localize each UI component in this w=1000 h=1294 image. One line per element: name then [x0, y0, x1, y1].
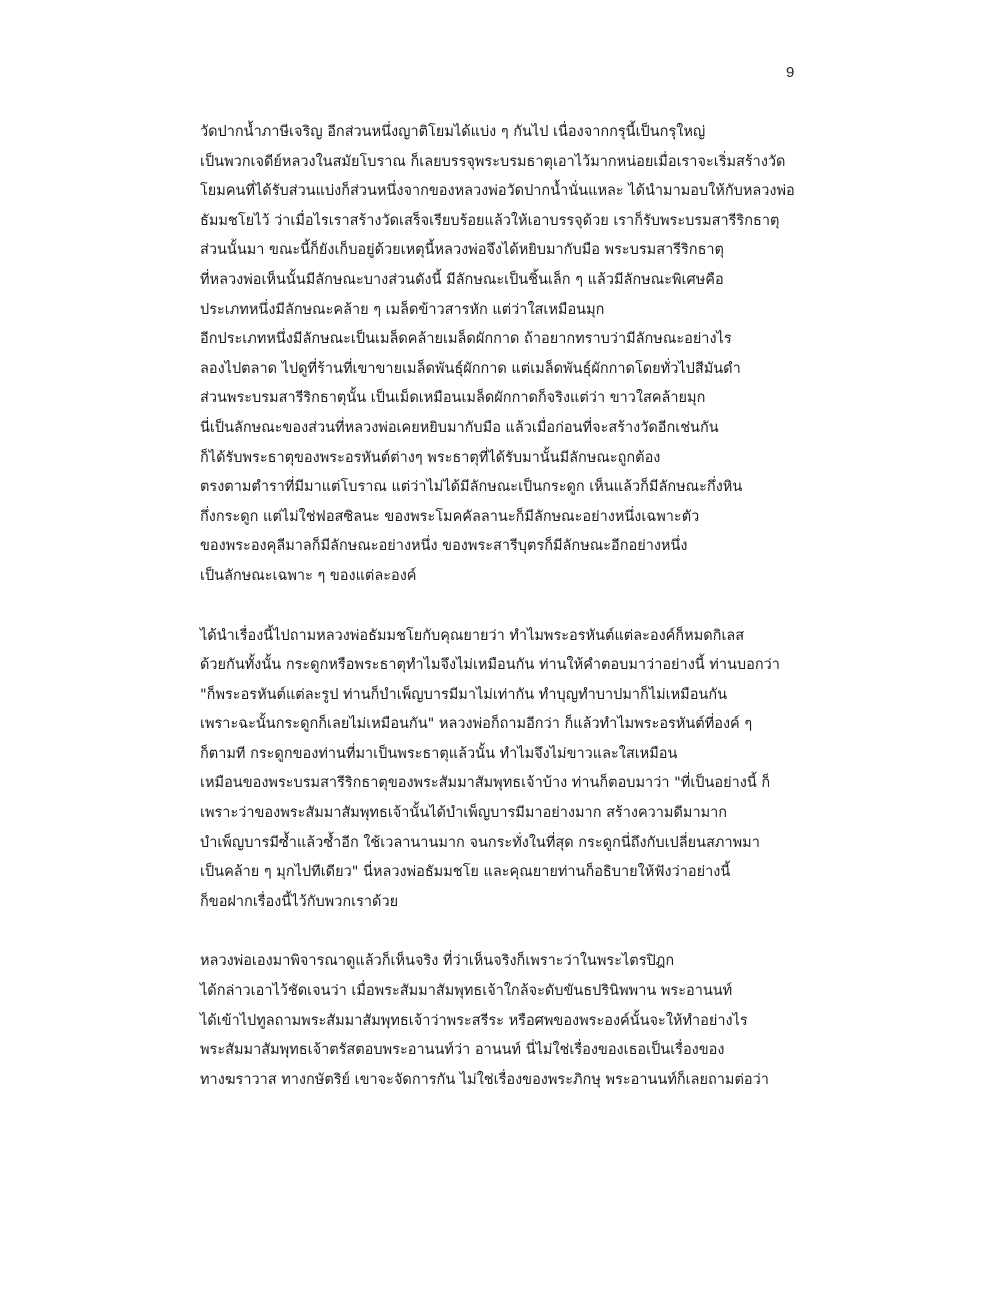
text-line: เป็นลักษณะเฉพาะ ๆ ของแต่ละองค์ — [200, 567, 417, 584]
text-line: โยมคนที่ได้รับส่วนแบ่งก็ส่วนหนึ่งจากของหลวงพ่อวัดปากน้ำนั่นแหละ ได้นำมามอบให้กับหลวงพ่อ — [200, 183, 795, 200]
text-line: ได้กล่าวเอาไว้ชัดเจนว่า เมื่อพระสัมมาสัมพุทธเจ้าใกล้จะดับขันธปรินิพพาน พระอานนท์ — [200, 983, 733, 1000]
text-line: กึ่งกระดูก แต่ไม่ใช่ฟอสซิลนะ ของพระโมคคัลลานะก็มีลักษณะอย่างหนึ่งเฉพาะตัว — [200, 508, 700, 525]
text-line: "ก็พระอรหันต์แต่ละรูป ท่านก็บำเพ็ญบารมีมาไม่เท่ากัน ทำบุญทำบาปมาก็ไม่เหมือนกัน — [200, 686, 728, 703]
text-line: ก็ได้รับพระธาตุของพระอรหันต์ต่างๆ พระธาตุที่ได้รับมานั้นมีลักษณะถูกต้อง — [200, 449, 661, 466]
page-number: 9 — [786, 64, 795, 81]
text-line: พระสัมมาสัมพุทธเจ้าตรัสตอบพระอานนท์ว่า อานนท์ นี่ไม่ใช่เรื่องของเธอเป็นเรื่องของ — [200, 1042, 725, 1059]
paragraph-3 — [200, 947, 840, 1095]
text-line: นี่เป็นลักษณะของส่วนที่หลวงพ่อเคยหยิบมากับมือ แล้วเมื่อก่อนที่จะสร้างวัดอีกเช่นกัน — [200, 419, 719, 436]
text-line: ส่วนนั้นมา ขณะนี้ก็ยังเก็บอยู่ด้วยเหตุนี้หลวงพ่อจึงได้หยิบมากับมือ พระบรมสารีริกธาตุ — [200, 242, 724, 259]
text-line: เพราะฉะนั้นกระดูกก็เลยไม่เหมือนกัน" หลวงพ่อก็ถามอีกว่า ก็แล้วทำไมพระอรหันต์ที่องค์ ๆ — [200, 716, 753, 733]
text-line: บำเพ็ญบารมีซ้ำแล้วซ้ำอีก ใช้เวลานานมาก จนกระทั่งในที่สุด กระดูกนี่ถึงกับเปลี่ยนสภาพมา — [200, 834, 760, 851]
text-line: ที่หลวงพ่อเห็นนั้นมีลักษณะบางส่วนดังนี้ มีลักษณะเป็นชิ้นเล็ก ๆ แล้วมีลักษณะพิเศษคือ — [200, 271, 724, 288]
paragraph-spacer — [200, 917, 840, 947]
paragraph-1 — [200, 118, 840, 592]
text-line: อีกประเภทหนึ่งมีลักษณะเป็นเมล็ดคล้ายเมล็ดผักกาด ถ้าอยากทราบว่ามีลักษณะอย่างไร — [200, 331, 732, 348]
paragraph-spacer — [200, 592, 840, 622]
text-line: ประเภทหนึ่งมีลักษณะคล้าย ๆ เมล็ดข้าวสารหัก แต่ว่าใสเหมือนมุก — [200, 301, 605, 318]
text-line: ก็ตามที กระดูกของท่านที่มาเป็นพระธาตุแล้วนั้น ทำไมจึงไม่ขาวและใสเหมือน — [200, 745, 678, 762]
text-line: เพราะว่าของพระสัมมาสัมพุทธเจ้านั้นได้บำเพ็ญบารมีมาอย่างมาก สร้างความดีมามาก — [200, 805, 728, 822]
text-line: ตรงตามตำราที่มีมาแต่โบราณ แต่ว่าไม่ได้มีลักษณะเป็นกระดูก เห็นแล้วก็มีลักษณะกึ่งหิน — [200, 479, 743, 496]
text-line: ด้วยกันทั้งนั้น กระดูกหรือพระธาตุทำไมจึงไม่เหมือนกัน ท่านให้คำตอบมาว่าอย่างนี้ ท่านบอกว่า — [200, 657, 780, 674]
text-line: ธัมมชโยไว้ ว่าเมื่อไรเราสร้างวัดเสร็จเรียบร้อยแล้วให้เอาบรรจุด้วย เราก็รับพระบรมสารีริกธาตุ — [200, 212, 780, 229]
text-line: วัดปากน้ำภาษีเจริญ อีกส่วนหนึ่งญาติโยมได้แบ่ง ๆ กันไป เนื่องจากกรุนี้เป็นกรุใหญ่ — [200, 124, 706, 140]
text-line: เป็นพวกเจดีย์หลวงในสมัยโบราณ ก็เลยบรรจุพระบรมธาตุเอาไว้มากหน่อยเมื่อเราจะเริ่มสร้างวัด — [200, 153, 786, 170]
text-line: ทางฆราวาส ทางกษัตริย์ เขาจะจัดการกัน ไม่ใช่เรื่องของพระภิกษุ พระอานนท์ก็เลยถามต่อว่า — [200, 1071, 769, 1088]
paragraph-2 — [200, 622, 840, 918]
text-line: เหมือนของพระบรมสารีริกธาตุของพระสัมมาสัมพุทธเจ้าบ้าง ท่านก็ตอบมาว่า "ที่เป็นอย่างนี้ ก็ — [200, 775, 771, 792]
text-line: ส่วนพระบรมสารีริกธาตุนั้น เป็นเม็ดเหมือนเมล็ดผักกาดก็จริงแต่ว่า ขาวใสคล้ายมุก — [200, 390, 706, 407]
body-text — [200, 118, 840, 1095]
text-line: เป็นคล้าย ๆ มุกไปทีเดียว" นี่หลวงพ่อธัมมชโย และคุณยายท่านก็อธิบายให้ฟังว่าอย่างนี้ — [200, 864, 731, 881]
text-line: ได้นำเรื่องนี้ไปถามหลวงพ่อธัมมชโยกับคุณยายว่า ทำไมพระอรหันต์แต่ละองค์ก็หมดกิเลส — [200, 627, 745, 644]
text-line: ก็ขอฝากเรื่องนี้ไว้กับพวกเราด้วย — [200, 893, 399, 910]
text-line: ได้เข้าไปทูลถามพระสัมมาสัมพุทธเจ้าว่าพระสรีระ หรือศพของพระองค์นั้นจะให้ทำอย่างไร — [200, 1012, 748, 1029]
text-line: ลองไปตลาด ไปดูที่ร้านที่เขาขายเมล็ดพันธุ์ผักกาด แต่เมล็ดพันธุ์ผักกาดโดยทั่วไปสีมันดำ — [200, 360, 741, 377]
text-line: ของพระองคุลีมาลก็มีลักษณะอย่างหนึ่ง ของพระสารีบุตรก็มีลักษณะอีกอย่างหนึ่ง — [200, 538, 688, 555]
text-line: หลวงพ่อเองมาพิจารณาดูแล้วก็เห็นจริง ที่ว่าเห็นจริงก็เพราะว่าในพระไตรปิฎก — [200, 953, 675, 970]
